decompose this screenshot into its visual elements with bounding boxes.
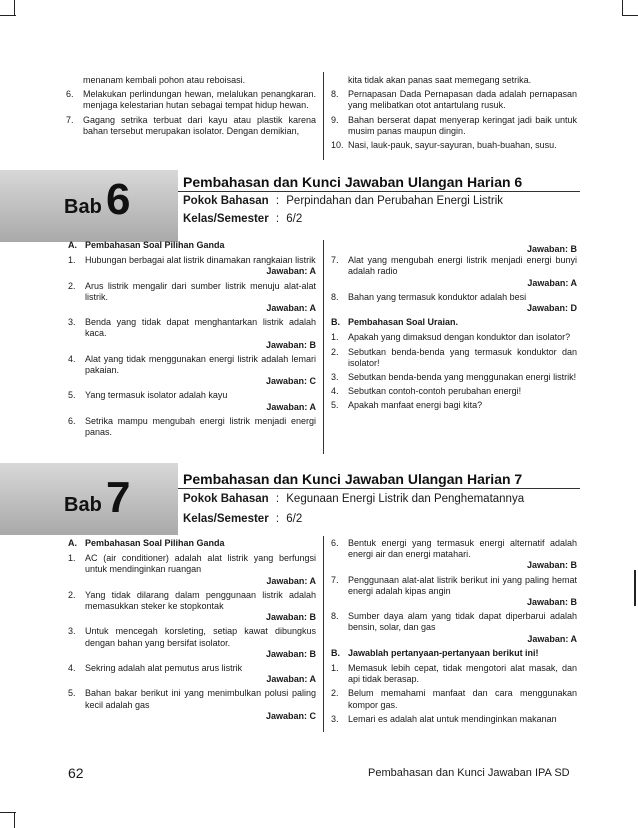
answer-key: Jawaban: D	[526, 303, 577, 314]
kelas-value: 6/2	[286, 213, 303, 225]
section-heading	[68, 240, 316, 251]
section-title: Pembahasan Soal Uraian.	[348, 317, 459, 328]
page-number: 62	[68, 765, 84, 781]
item-text: Penggunaan alat-alat listrik berikut ini yang paling hemat energi adalah kipas angin	[348, 574, 577, 596]
kelas-label: Kelas/Semester	[183, 513, 269, 525]
section-title: Jawablah pertanyaan-pertanyaan berikut ini!	[348, 647, 539, 658]
pokok-bahasan-row	[183, 493, 524, 505]
chapter-rule	[178, 191, 580, 192]
list-item	[331, 75, 577, 86]
item-number: 7.	[331, 574, 339, 585]
column-divider	[323, 240, 324, 454]
item-number: B.	[331, 647, 340, 658]
list-item	[331, 292, 577, 314]
chapter-label: Bab	[64, 494, 102, 516]
column-divider	[323, 536, 324, 732]
chapter-number: 6	[106, 175, 131, 224]
item-number: 7.	[66, 114, 74, 125]
item-number: 1.	[68, 255, 76, 266]
section-heading	[68, 538, 316, 549]
section-title: Pembahasan Soal Pilihan Ganda	[85, 538, 225, 548]
item-text: Sumber daya alam yang tidak dapat diperbarui adalah bensin, solar, dan gas	[348, 611, 577, 633]
item-number: 6.	[66, 89, 74, 100]
answer-key: Jawaban: B	[526, 244, 577, 254]
item-text: Bahan yang termasuk konduktor adalah besi	[348, 291, 527, 302]
list-item	[331, 255, 577, 289]
item-text: Bahan bakar berikut ini yang menimbulkan polusi paling kecil adalah gas	[85, 688, 316, 710]
item-text: Pernapasan Dada Pernapasan dada adalah pernapasan yang melibatkan otot antartulang rusuk.	[348, 89, 577, 111]
answer-key: Jawaban: B	[265, 339, 316, 350]
section-heading	[331, 648, 577, 659]
item-number: 4.	[331, 386, 339, 397]
item-number: 7.	[331, 255, 339, 266]
answer-key: Jawaban: B	[265, 612, 316, 623]
kelas-separator: :	[275, 213, 280, 225]
item-text: kita tidak akan panas saat memegang setrika.	[348, 75, 532, 85]
item-number: 3.	[331, 713, 339, 724]
pokok-value: Kegunaan Energi Listrik dan Penghematannya	[286, 493, 525, 505]
crop-mark-right-edge	[634, 570, 636, 606]
kelas-semester-row	[183, 213, 302, 225]
item-text: Sebutkan benda-benda yang termasuk konduktor dan isolator!	[348, 346, 577, 368]
kelas-separator: :	[275, 513, 280, 525]
list-item	[66, 115, 316, 137]
chapter-rule	[178, 488, 580, 489]
pokok-value: Perpindahan dan Perubahan Energi Listrik	[286, 195, 503, 207]
list-item	[68, 317, 316, 351]
answer-key: Jawaban: C	[265, 710, 316, 721]
section-heading	[331, 317, 577, 328]
bab6-left-column	[68, 240, 316, 441]
list-item	[331, 575, 577, 609]
item-text: Nasi, lauk-pauk, sayur-sayuran, buah-buahan, susu.	[348, 140, 557, 151]
item-number: 3.	[331, 372, 339, 383]
list-item	[68, 590, 316, 624]
item-text: Melakukan perlindungan hewan, melalukan penangkaran. menjaga kelestarian hutan sebagai tempat hidup hewan.	[83, 89, 316, 111]
bab7-right-column	[331, 538, 577, 728]
list-item	[66, 89, 316, 111]
item-number: A.	[68, 538, 77, 548]
answer-key: Jawaban: A	[266, 401, 316, 412]
item-number: 5.	[331, 400, 339, 411]
list-item	[68, 553, 316, 587]
item-text: Sebutkan contoh-contoh perubahan energi!	[348, 386, 522, 397]
crop-mark-bottom-left	[0, 812, 16, 813]
item-number: 2.	[331, 346, 339, 357]
item-text: Bentuk energi yang termasuk energi alternatif adalah energi air dan energi matahari.	[348, 538, 577, 560]
list-item	[68, 281, 316, 315]
item-number: 8.	[331, 611, 339, 622]
item-number: 3.	[68, 626, 76, 637]
item-number: 4.	[68, 353, 76, 364]
list-item	[331, 663, 577, 685]
footer-book-title: Pembahasan dan Kunci Jawaban IPA SD	[368, 767, 570, 779]
bab6-right-column	[331, 244, 577, 415]
item-number: 6.	[331, 538, 339, 548]
item-number: A.	[68, 240, 77, 250]
crop-mark-top-left	[14, 0, 15, 16]
section-title: Pembahasan Soal Pilihan Ganda	[85, 240, 225, 250]
item-number: 1.	[331, 663, 339, 674]
item-text: Gagang setrika terbuat dari kayu atau plastik karena bahan tersebut merupakan isolator. Dengan demikian,	[83, 114, 316, 136]
list-item	[68, 626, 316, 660]
item-text: Untuk mencegah korsleting, setiap kawat dibungkus dengan bahan yang bersifat isolator.	[85, 626, 316, 648]
list-item	[68, 354, 316, 388]
item-text: Apakah manfaat energi bagi kita?	[348, 400, 483, 411]
item-text: menanam kembali pohon atau reboisasi.	[83, 75, 246, 85]
list-item	[331, 688, 577, 710]
answer-key: Jawaban: A	[266, 575, 316, 586]
kelas-label: Kelas/Semester	[183, 213, 269, 225]
top-right-column	[331, 75, 577, 154]
crop-mark-top-right	[622, 0, 623, 16]
pokok-separator: :	[275, 493, 280, 505]
item-text: Alat yang tidak menggunakan energi listrik adalah lemari pakaian.	[85, 353, 316, 376]
list-item	[68, 688, 316, 722]
list-item	[331, 400, 577, 411]
list-item	[66, 75, 316, 86]
list-item	[68, 255, 316, 277]
item-number: 2.	[331, 688, 339, 699]
item-text: Bahan berserat dapat menyerap keringat jadi baik untuk musim panas maupun dingin.	[348, 114, 577, 136]
item-number: 4.	[68, 663, 76, 674]
list-item	[331, 332, 577, 343]
item-text: Lemari es adalah alat untuk mendinginkan makanan	[348, 713, 557, 724]
kelas-value: 6/2	[286, 513, 303, 525]
chapter-label: Bab	[64, 196, 102, 218]
list-item	[68, 390, 316, 412]
item-number: 6.	[68, 415, 76, 426]
pokok-label: Pokok Bahasan	[183, 195, 269, 207]
chapter-number: 7	[106, 473, 131, 522]
list-item	[331, 89, 577, 111]
answer-key: Jawaban: B	[526, 560, 577, 571]
list-item	[331, 140, 577, 151]
list-item	[331, 386, 577, 397]
answer-key: Jawaban: A	[266, 266, 316, 277]
item-number: 8.	[331, 291, 339, 302]
answer-key: Jawaban: A	[527, 277, 577, 288]
item-number: 2.	[68, 280, 76, 291]
item-text: Setrika mampu mengubah energi listrik menjadi energi panas.	[85, 415, 316, 438]
list-item	[331, 347, 577, 369]
item-number: 5.	[68, 688, 76, 699]
answer-key: Jawaban: A	[527, 633, 577, 644]
answer-key: Jawaban: A	[266, 303, 316, 314]
list-item	[68, 416, 316, 438]
item-text: Belum memahami manfaat dan cara menggunakan kompor gas.	[348, 688, 577, 710]
item-text: Yang termasuk isolator adalah kayu	[85, 390, 228, 401]
item-text: Alat yang mengubah energi listrik menjadi energi bunyi adalah radio	[348, 255, 577, 277]
kelas-semester-row	[183, 513, 302, 525]
bab7-left-column	[68, 538, 316, 725]
item-text: Benda yang tidak dapat menghantarkan listrik adalah kaca.	[85, 317, 316, 339]
list-item	[68, 663, 316, 685]
item-number: 5.	[68, 390, 76, 401]
top-left-column	[66, 75, 316, 140]
item-number: B.	[331, 317, 340, 328]
chapter-title: Pembahasan dan Kunci Jawaban Ulangan Harian 7	[183, 471, 523, 487]
pokok-label: Pokok Bahasan	[183, 493, 269, 505]
item-number: 9.	[331, 114, 339, 125]
crop-mark-top-right	[622, 15, 638, 16]
item-text: Sebutkan benda-benda yang menggunakan energi listrik!	[348, 372, 577, 383]
list-item	[331, 115, 577, 137]
item-text: Arus listrik mengalir dari sumber listrik menuju alat-alat listrik.	[85, 280, 316, 302]
item-number: 10.	[331, 140, 344, 151]
item-number: 2.	[68, 589, 76, 600]
item-text: Apakah yang dimaksud dengan konduktor dan isolator?	[348, 332, 571, 343]
list-item	[331, 611, 577, 645]
list-item	[331, 538, 577, 572]
item-number: 1.	[331, 332, 339, 343]
crop-mark-bottom-left	[14, 812, 15, 828]
answer-key: Jawaban: C	[265, 376, 316, 387]
item-text: Sekring adalah alat pemutus arus listrik	[85, 663, 243, 674]
item-text: AC (air conditioner) adalah alat listrik yang berfungsi untuk mendinginkan ruangan	[85, 553, 316, 575]
answer-key: Jawaban: A	[266, 674, 316, 685]
item-number: 8.	[331, 89, 339, 100]
item-text: Memasuk lebih cepat, tidak mengotori alat masak, dan api tidak berasap.	[348, 663, 577, 685]
item-number: 1.	[68, 553, 76, 564]
item-text: Hubungan berbagai alat listrik dinamakan rangkaian listrik	[85, 255, 316, 266]
item-number: 3.	[68, 317, 76, 328]
answer-key: Jawaban: B	[265, 648, 316, 659]
pokok-separator: :	[275, 195, 280, 207]
pokok-bahasan-row	[183, 195, 503, 207]
item-text: Yang tidak dilarang dalam penggunaan listrik adalah memasukkan steker ke stopkontak	[85, 589, 316, 612]
column-divider	[323, 72, 324, 160]
answer-key: Jawaban: B	[526, 597, 577, 608]
crop-mark-top-left	[0, 15, 16, 16]
list-item	[331, 372, 577, 383]
list-item	[331, 714, 577, 725]
chapter-title: Pembahasan dan Kunci Jawaban Ulangan Harian 6	[183, 174, 523, 190]
